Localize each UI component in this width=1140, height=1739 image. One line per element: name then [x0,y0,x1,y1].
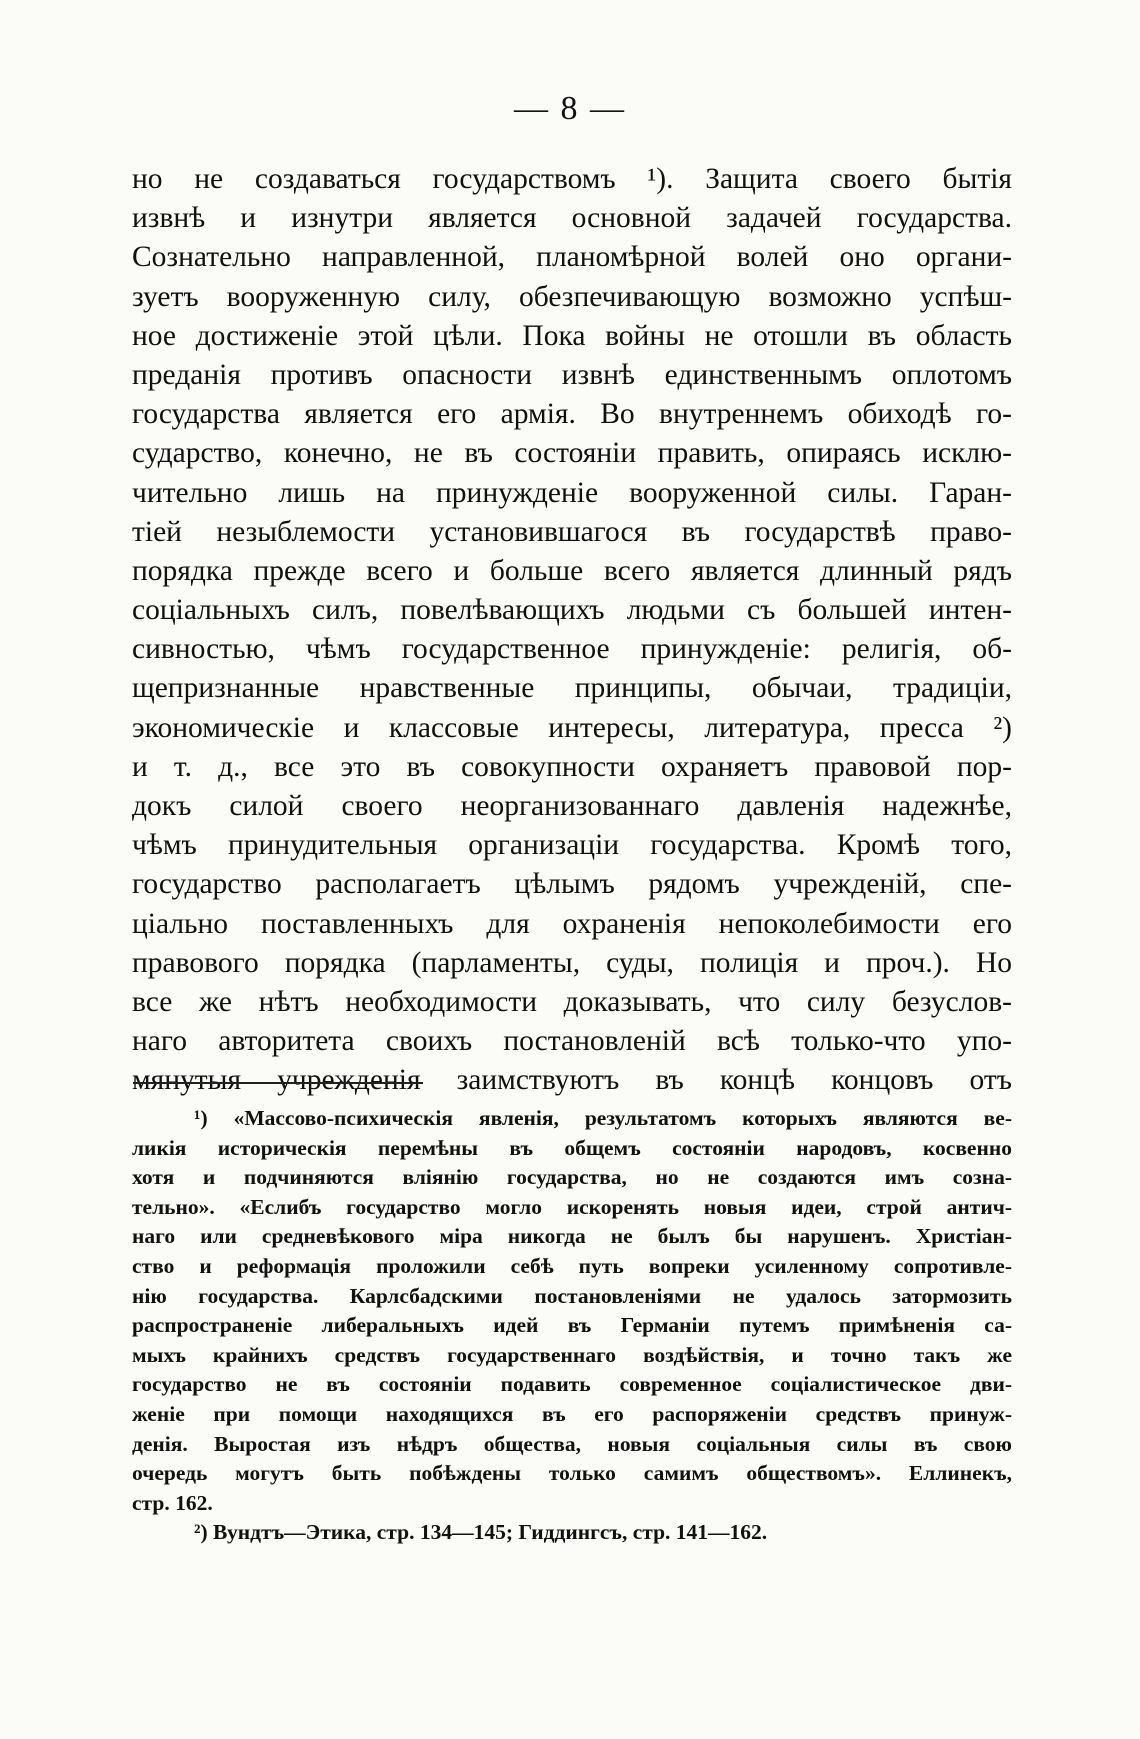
footnote-line: ликія историческія перемѣны въ общемъ состояніи народовъ, косвенно [132,1135,1012,1160]
text-line: чѣмъ принудительныя организаціи государства. Кромѣ того, [132,829,1012,862]
footnote-line: нію государства. Карлсбадскими постановленіями не удалось затормозить [132,1283,1012,1308]
footnote-line: ²) Вундтъ—Этика, стр. 134—145; Гиддингсъ, стр. 141—162. [194,1520,768,1545]
footnote-line: женіе при помощи находящихся въ его распоряженіи средствъ принуж- [132,1401,1012,1426]
text-line: щепризнанные нравственные принципы, обычаи, традиціи, [132,672,1012,705]
text-line: мянутыя учрежденія заимствуютъ въ концѣ концовъ отъ [132,1064,1012,1097]
footnote-line: хотя и подчиняются вліянію государства, но не создаются имъ созна- [132,1165,1012,1190]
text-line: государство располагаетъ цѣлымъ рядомъ учрежденій, спе- [132,868,1012,901]
text-line: порядка прежде всего и больше всего является длинный рядъ [132,554,1012,587]
text-line: зуетъ вооруженную силу, обезпечивающую возможно успѣш- [132,280,1012,313]
footnote-line: мыхъ крайнихъ средствъ государственнаго воздѣйствія, и точно такъ же [132,1342,1012,1367]
text-line: но не создаваться государствомъ ¹). Защита своего бытія [132,163,1012,195]
text-line: докъ силой своего неорганизованнаго давленія надежнѣе, [132,790,1012,822]
text-line: сударство, конечно, не въ состояніи править, опираясь исклю- [132,437,1012,470]
footnote-line: ¹) «Массово-психическія явленія, результатомъ которыхъ являются ве- [194,1106,1012,1130]
text-line: и т. д., все это въ совокупности охраняетъ правовой пор- [132,750,1012,783]
footnote-line: стр. 162. [132,1490,213,1515]
text-line: соціальныхъ силъ, повелѣвающихъ людьми съ большей интен- [132,594,1012,627]
footnote-line: ство и реформація проложили себѣ путь вопреки усиленному сопротивле- [132,1253,1012,1278]
text-line: извнѣ и изнутри является основной задачей государства. [132,202,1012,235]
footnote-separator [133,1082,423,1084]
footnote-line: очередь могутъ быть побѣждены только самимъ обществомъ». Еллинекъ, [132,1461,1012,1486]
footnote-line: государство не въ состояніи подавить современное соціалистическое дви- [132,1372,1012,1397]
text-line: ное достиженіе этой цѣли. Пока войны не отошли въ область [132,319,1012,352]
text-line: чительно лишь на принужденіе вооруженной силы. Гаран- [132,476,1012,509]
text-line: тіей незыблемости установившагося въ государствѣ право- [132,515,1012,548]
footnote-line: тельно». «Еслибъ государство могло искоренять новыя идеи, строй антич- [132,1194,1012,1219]
text-line: правового порядка (парламенты, суды, полиція и проч.). Но [132,946,1012,979]
footnotes [132,1104,1012,1548]
footnote-line: денія. Выростая изъ нѣдръ общества, новыя соціальныя силы въ свою [132,1431,1012,1456]
footnote-line: распространеніе либеральныхъ идей въ Германіи путемъ примѣненія са- [132,1313,1012,1338]
text-line: экономическіе и классовые интересы, литература, пресса ²) [132,711,1012,744]
main-text [132,160,1012,1101]
text-line: все же нѣтъ необходимости доказывать, что силу безуслов- [132,985,1012,1018]
text-line: наго авторитета своихъ постановленій всѣ только-что упо- [132,1025,1012,1058]
text-line: государства является его армія. Во внутреннемъ обиходѣ го- [132,398,1012,431]
footnote-line: наго или средневѣкового міра никогда не былъ бы нарушенъ. Христіан- [132,1224,1012,1249]
text-line: сивностью, чѣмъ государственное принужденіе: религія, об- [132,633,1012,666]
text-line: Сознательно направленной, планомѣрной волей оно органи- [132,241,1012,274]
page-number: — 8 — [514,90,626,127]
text-line: преданія противъ опасности извнѣ единственнымъ оплотомъ [132,358,1012,391]
text-line: ціально поставленныхъ для охраненія непоколебимости его [132,907,1012,940]
